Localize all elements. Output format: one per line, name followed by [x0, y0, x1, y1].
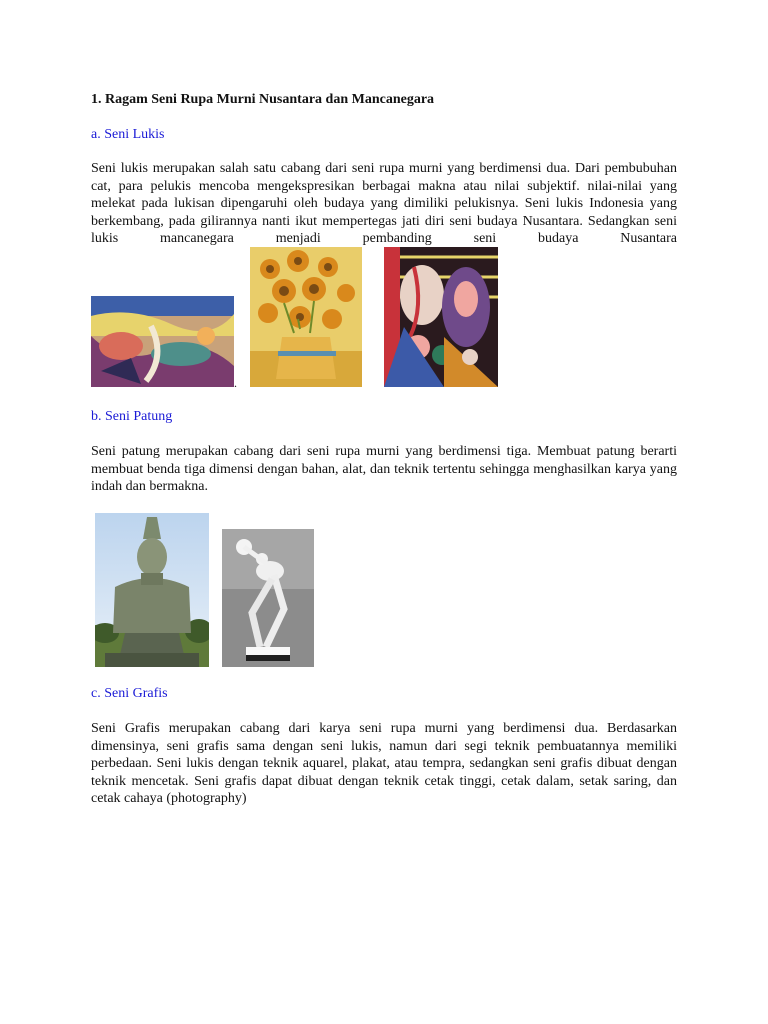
trailing-mark: . [234, 376, 237, 390]
paragraph-seni-lukis-text: Seni lukis merupakan salah satu cabang dari seni rupa murni yang berdimensi dua. Dari pembubuhan cat, para pelukis mencoba mengekspresikan berbagai makna atau nilai subjektif. nilai-nilai yang melekat pada lukisan dipengaruhi oleh budaya yang dimiliki pelukisnya. Seni lukis Indonesia yang berkembang, pada gilirannya nanti ikut mempertegas jati diri seni budaya Nusantara. Sedangkan seni lukis mancanegara menjadi pembanding seni budaya Nusantara [91, 161, 677, 246]
page-title: 1. Ragam Seni Rupa Murni Nusantara dan Mancanegara [91, 92, 435, 107]
painting-cubist-image [384, 247, 498, 387]
paragraph-seni-lukis [91, 160, 677, 248]
heading-seni-lukis: a. Seni Lukis [91, 127, 165, 142]
heading-seni-grafis: c. Seni Grafis [91, 686, 168, 701]
paragraph-seni-grafis-text: Seni Grafis merupakan cabang dari karya seni rupa murni yang berdimensi dua. Berdasarkan dimensinya, seni grafis sama dengan seni lukis, namun dari segi teknik pembuatannya memiliki perbedaan. Seni lukis dengan teknik aquarel, plakat, atau tempra, sedangkan seni grafis dibuat dengan teknik mencetak. Seni grafis dapat dibuat dengan teknik cetak tinggi, cetak dalam, setak saring, dan cetak cahaya (photography) [91, 721, 677, 806]
painting-indonesian-image [91, 296, 234, 387]
paragraph-seni-patung [91, 443, 677, 496]
statue-gwk-image [95, 513, 209, 667]
paragraph-seni-patung-text: Seni patung merupakan cabang dari seni rupa murni yang berdimensi tiga. Membuat patung berarti membuat benda tiga dimensi dengan bahan, alat, dan teknik tertentu sehingga menghasilkan karya yang indah dan bermakna. [91, 444, 677, 494]
statue-discobolus-image [222, 529, 314, 667]
heading-seni-patung: b. Seni Patung [91, 409, 173, 424]
paragraph-seni-grafis [91, 720, 677, 808]
painting-sunflowers-image [250, 247, 362, 387]
